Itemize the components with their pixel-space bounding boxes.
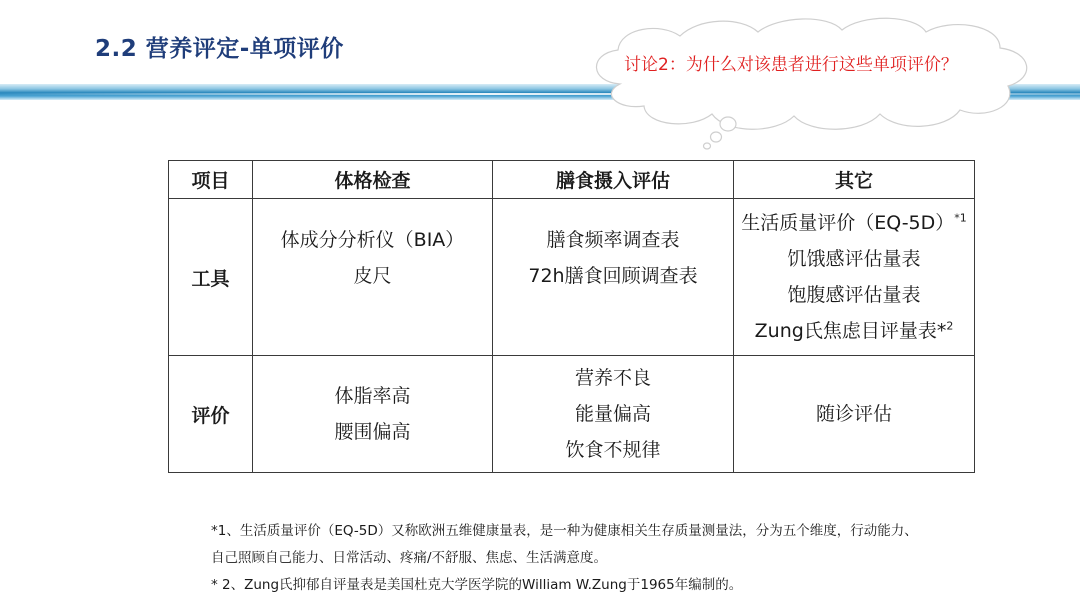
page-title: 2.2 营养评定-单项评价	[95, 36, 344, 62]
cell-eval-diet	[493, 356, 734, 473]
row-label-tools: 工具	[169, 199, 253, 356]
header-item: 项目	[169, 161, 253, 199]
cell-tools-physical	[253, 199, 493, 356]
discussion-question: 讨论2：为什么对该患者进行这些单项评价？	[624, 55, 958, 75]
list-item: 营养不良	[574, 367, 651, 389]
list-item: 膳食频率调查表	[546, 229, 680, 251]
header-other: 其它	[734, 161, 975, 199]
cell-tools-other	[734, 199, 975, 356]
footnote-1-line-1: *1、生活质量评价（EQ-5D）又称欧洲五维健康量表，是一种为健康相关生存质量测量法，分为五个维度，行动能力、	[211, 523, 918, 539]
row-label-evaluation: 评价	[169, 356, 253, 473]
header-physical-exam: 体格检查	[253, 161, 493, 199]
list-item: 腰围偏高	[334, 421, 411, 443]
cell-tools-diet	[493, 199, 734, 356]
list-item: 饱腹感评估量表	[787, 284, 921, 306]
list-item: 能量偏高	[574, 403, 651, 425]
assessment-table	[168, 160, 975, 473]
header-diet-assessment: 膳食摄入评估	[493, 161, 734, 199]
table-header-row	[169, 161, 975, 199]
list-item: 皮尺	[353, 265, 392, 287]
list-item: 饥饿感评估量表	[787, 248, 921, 270]
list-item: Zung氏焦虑目评量表*$^2$	[754, 319, 954, 342]
table-row-tools	[169, 199, 975, 356]
footnotes	[211, 518, 1011, 599]
cell-eval-physical	[253, 356, 493, 473]
footnote-1-line-2: 自己照顾自己能力、日常活动、疼痛/不舒服、焦虑、生活满意度。	[211, 550, 608, 566]
list-item: 随诊评估	[815, 403, 892, 425]
list-item: 体成分分析仪（BIA）	[280, 229, 465, 251]
thought-cloud	[580, 14, 1040, 154]
table-row-evaluation	[169, 356, 975, 473]
footnote-2: * 2、Zung氏抑郁自评量表是美国杜克大学医学院的William W.Zung于1965年编制的。	[211, 577, 743, 593]
list-item: 体脂率高	[334, 385, 411, 407]
list-item: 生活质量评价$(EQ-5D)^{*1}$	[741, 211, 967, 234]
cell-eval-other	[734, 356, 975, 473]
list-item: 饮食不规律	[565, 439, 661, 461]
list-item: 72h膳食回顾调查表	[528, 265, 698, 287]
